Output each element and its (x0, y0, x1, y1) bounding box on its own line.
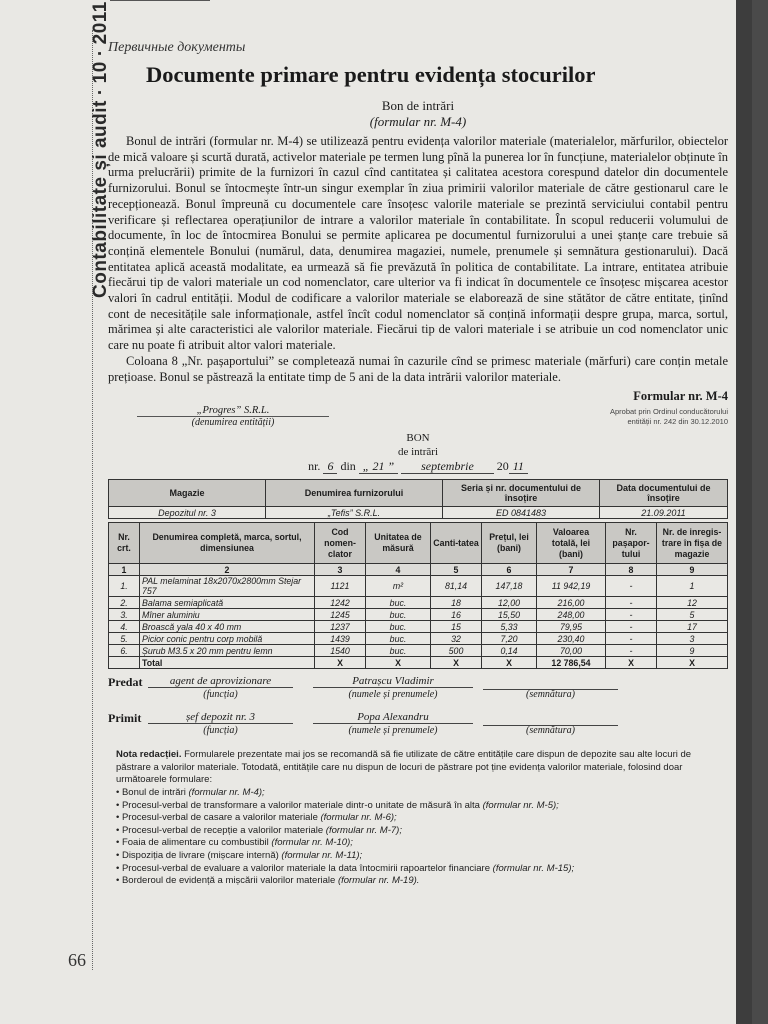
table-cell: 1237 (315, 621, 366, 633)
total-row (109, 657, 728, 669)
table-row (109, 633, 728, 645)
entity-block (108, 405, 358, 428)
list-item-text: • Borderoul de evidență a mișcării valorilor materiale (116, 875, 338, 887)
list-item-text: • Procesul-verbal de transformare a valorilor materiale dintr-o unitate de măsură în alta (116, 799, 483, 811)
bon-day: „ 21 ” (359, 459, 398, 474)
table-row (109, 576, 728, 597)
table-cell: 147,18 (482, 576, 537, 597)
signature-caption: (semnătura) (526, 689, 575, 701)
table-cell: - (606, 576, 657, 597)
col-seria: Seria și nr. documentului de însoțire (443, 480, 600, 507)
table-cell: 1245 (315, 609, 366, 621)
entity-name: „Progres” S.R.L. (137, 405, 330, 417)
table-cell: 12 (657, 597, 728, 609)
col-unitate: Unitatea de măsură (366, 523, 431, 564)
table-cell: X (482, 657, 537, 669)
approval-line-2: entității nr. 242 din 30.12.2010 (627, 417, 728, 427)
body-paragraph-2: Coloana 8 „Nr. pașaportului” se completează numai în cazurile cînd se primesc materiale (mărfuri) care conțin metale prețioase. Bonul se păstrează la entitate timp de 5 ani de la data intrării valorilor materiale. (108, 353, 728, 384)
approval-note (610, 407, 728, 427)
table-row (109, 609, 728, 621)
predat-label: Predat (108, 675, 143, 690)
index-cell: 2 (140, 564, 315, 576)
table-cell: - (606, 633, 657, 645)
col-pasaport: Nr. pașapor-tului (606, 523, 657, 564)
table-cell: 15,50 (482, 609, 537, 621)
table-cell: 1439 (315, 633, 366, 645)
year-prefix: 20 (496, 459, 509, 474)
dotted-margin-line (92, 30, 93, 970)
table-cell: 1 (657, 576, 728, 597)
table-cell: 15 (431, 621, 482, 633)
table-cell: 5. (109, 633, 140, 645)
table-cell (109, 657, 140, 669)
signature-caption: (semnătura) (526, 725, 575, 737)
col-valoare: Valoarea totală, lei (bani) (537, 523, 606, 564)
predat-signature-block (108, 675, 728, 705)
table-cell: 230,40 (537, 633, 606, 645)
col-furnizor: Denumirea furnizorului (266, 480, 443, 507)
table-cell: 7,20 (482, 633, 537, 645)
index-cell: 5 (431, 564, 482, 576)
table-cell: Total (140, 657, 315, 669)
section-label: Первичные документы (108, 40, 246, 55)
top-rule (110, 0, 210, 1)
table-cell: 11 942,19 (537, 576, 606, 597)
table-cell: 3 (657, 633, 728, 645)
primit-signature-line (483, 711, 618, 726)
list-item-text: • Procesul-verbal de recepție a valorilor materiale (116, 824, 326, 836)
index-cell: 4 (366, 564, 431, 576)
primit-label: Primit (108, 711, 142, 726)
table-cell: 12,00 (482, 597, 537, 609)
form-subtitle: Bon de intrări (381, 98, 455, 113)
table-cell: 500 (431, 645, 482, 657)
note-intro (116, 749, 728, 787)
col-cantitate: Canti-tatea (431, 523, 482, 564)
name-caption: (numele și prenumele) (348, 725, 438, 737)
editorial-note (116, 749, 728, 888)
table-cell: buc. (366, 633, 431, 645)
col-magazie: Magazie (109, 480, 266, 507)
table-cell: 248,00 (537, 609, 606, 621)
journal-year: 2011 (90, 1, 111, 45)
seria-value: ED 0841483 (443, 507, 600, 519)
list-item-form: (formular nr. M-11); (281, 850, 363, 861)
table-cell: 18 (431, 597, 482, 609)
table-cell: X (657, 657, 728, 669)
col-denumire: Denumirea completă, marca, sortul, dimensiunea (140, 523, 315, 564)
primit-name: Popa Alexandru (313, 711, 473, 724)
index-cell: 1 (109, 564, 140, 576)
separator-dot: · (90, 49, 111, 57)
article (108, 40, 728, 888)
bon-title: BON (406, 432, 430, 445)
year-suffix: 11 (509, 459, 528, 474)
primit-function: șef depozit nr. 3 (148, 711, 293, 724)
table-cell: X (431, 657, 482, 669)
list-item-text: • Procesul-verbal de casare a valorilor materiale (116, 812, 321, 824)
list-item (116, 850, 728, 863)
table-cell: Mîner aluminiu (140, 609, 315, 621)
items-table (108, 522, 728, 669)
list-item (116, 825, 728, 838)
formular-number: Formular nr. M-4 (633, 389, 728, 404)
bon-month: septembrie (401, 459, 494, 474)
table-cell: 1242 (315, 597, 366, 609)
list-item (116, 875, 728, 888)
journal-issue: 10 (90, 61, 111, 84)
document-header-table (108, 479, 728, 519)
table-cell: X (606, 657, 657, 669)
note-title: Nota redacției. (116, 749, 182, 761)
table-cell: 3. (109, 609, 140, 621)
article-title: Documente primare pentru evidența stocurilor (146, 62, 596, 87)
col-cod: Cod nomen-clator (315, 523, 366, 564)
body-paragraph-1: Bonul de intrări (formular nr. M-4) se utilizează pentru evidența valorilor materiale (materialelor, mărfurilor, obiectelor de mică valoare și scurtă durată, activelor materiale pe termen lung pînă la punerea lor în funcțiune, materialelor obținute în urma prelucrării) primite de la furnizori în cazul cînd cantitatea și calitatea acestora corespund datelor din documentele furnizorului. Bonul se întocmește într-un singur exemplar în ziua primirii valorilor materiale de către gestionarul care le recepționează. Bonul împreună cu documentele care însoțesc valorile materiale se prezintă serviciului contabil pentru verificare și reflectarea operațiunilor de intrare a valorilor materiale în contabilitate. În scopul reducerii volumului de documente, în loc de întocmirea Bonului se permite aplicarea pe documentul furnizorului a unei ștanțe care trebuie să conțină elementele Bonului (numărul, data, denumirea magaziei, numele, prenumele și semnătura gestionarului). Dacă entitatea aplică această modalitate, ea urmează să fie prevăzută în politica de contabilitate. La intrare, entitatea atribuie fiecărui tip de valori materiale un cod nomenclator, care ulterior va fi indicat în documentele ce însoțesc mișcarea acestor valori în cadrul entității. Modul de codificare a valorilor materiale se elaborează de sine stătător de către entitate, ținînd cont de necesitățile sale informaționale, astfel încît codul nomenclator să conțină informații despre grupa, marca, sortul, mărimea și alte caracteristici ale valorilor materiale. Fiecărui tip de valori materiale i se atribuie un cod nomenclator unic care nu poate fi atribuit altor valori materiale. (108, 134, 728, 353)
furnizor-value: „Tefis” S.R.L. (266, 507, 443, 519)
form-header (108, 389, 728, 431)
function-caption: (funcția) (203, 689, 238, 701)
list-item (116, 837, 728, 850)
list-item-text: • Dispoziția de livrare (mișcare internă) (116, 850, 282, 861)
list-item-form: (formular nr. M-7); (325, 824, 402, 836)
table-cell: 81,14 (431, 576, 482, 597)
list-item-text: • Bonul de intrări (116, 787, 189, 799)
table-cell: buc. (366, 645, 431, 657)
table-cell: 1540 (315, 645, 366, 657)
index-cell: 8 (606, 564, 657, 576)
predat-signature-line (483, 675, 618, 690)
list-item (116, 812, 728, 825)
list-item-form: (formular nr. M-15); (492, 862, 575, 874)
approval-line-1: Aprobat prin Ordinul conducătorului (610, 407, 728, 417)
table-cell: 5,33 (482, 621, 537, 633)
page-edge-shadow (736, 0, 752, 1024)
table-cell: 1. (109, 576, 140, 597)
bon-subtitle: de intrări (397, 446, 438, 459)
journal-title: Contabilitate și audit (90, 100, 111, 298)
table-cell: - (606, 609, 657, 621)
col-nr-crt: Nr. crt. (109, 523, 140, 564)
data-doc-value: 21.09.2011 (600, 507, 728, 519)
form-code-subtitle: (formular nr. M-4) (369, 114, 467, 129)
items-table-body (109, 564, 728, 669)
table-cell: 0,14 (482, 645, 537, 657)
table-cell: 6. (109, 645, 140, 657)
list-item-form: (formular nr. M-6); (320, 812, 397, 824)
table-row (109, 645, 728, 657)
page-number: 66 (68, 950, 86, 970)
separator-dot: · (90, 88, 111, 96)
table-cell: 5 (657, 609, 728, 621)
table-cell: 216,00 (537, 597, 606, 609)
predat-name: Patrașcu Vladimir (313, 675, 473, 688)
table-cell: X (315, 657, 366, 669)
list-item (116, 800, 728, 813)
bon-number-line (108, 459, 728, 473)
col-inregistrare: Nr. de inregis-trare în fișa de magazie (657, 523, 728, 564)
index-cell: 6 (482, 564, 537, 576)
table-cell: buc. (366, 621, 431, 633)
nr-value: 6 (323, 459, 337, 474)
table-row (109, 621, 728, 633)
list-item (116, 863, 728, 876)
note-list (116, 787, 728, 888)
table-cell: - (606, 597, 657, 609)
table-cell: Balama semiaplicată (140, 597, 315, 609)
table-cell: 12 786,54 (537, 657, 606, 669)
table-cell: Broască yala 40 x 40 mm (140, 621, 315, 633)
index-cell: 7 (537, 564, 606, 576)
journal-sidebar (58, 1, 111, 300)
list-item-form: (formular nr. M-4); (188, 787, 265, 799)
column-index-row (109, 564, 728, 576)
table-cell: 16 (431, 609, 482, 621)
list-item (116, 787, 728, 800)
table-cell: Șurub M3.5 x 20 mm pentru lemn (140, 645, 315, 657)
table-cell: buc. (366, 597, 431, 609)
col-pret: Prețul, lei (bani) (482, 523, 537, 564)
table-cell: 70,00 (537, 645, 606, 657)
primit-signature-block (108, 711, 728, 741)
list-item-text: • Procesul-verbal de evaluare a valorilor materiale la data întocmirii rapoartelor financiare (116, 862, 493, 874)
nr-label: nr. (308, 459, 321, 474)
table-cell: Picior conic pentru corp mobilă (140, 633, 315, 645)
entity-caption: (denumirea entității) (191, 417, 275, 429)
index-cell: 3 (315, 564, 366, 576)
table-cell: PAL melaminat 18x2070x2800mm Stejar 757 (140, 576, 315, 597)
table-cell: 9 (657, 645, 728, 657)
table-cell: 1121 (315, 576, 366, 597)
predat-function: agent de aprovizionare (148, 675, 293, 688)
table-cell: 4. (109, 621, 140, 633)
table-cell: 17 (657, 621, 728, 633)
list-item-form: (formular nr. M-19). (337, 875, 420, 887)
list-item-form: (formular nr. M-10); (271, 837, 353, 849)
function-caption: (funcția) (203, 725, 238, 737)
table-cell: 79,95 (537, 621, 606, 633)
table-cell: X (366, 657, 431, 669)
magazie-value: Depozitul nr. 3 (109, 507, 266, 519)
table-row (109, 597, 728, 609)
din-label: din (340, 459, 356, 474)
list-item-text: • Foaia de alimentare cu combustibil (116, 837, 272, 849)
table-cell: - (606, 621, 657, 633)
col-data-doc: Data documentului de însoțire (600, 480, 728, 507)
index-cell: 9 (657, 564, 728, 576)
list-item-form: (formular nr. M-5); (482, 799, 559, 811)
bon-heading (108, 431, 728, 473)
table-cell: - (606, 645, 657, 657)
table-cell: 2. (109, 597, 140, 609)
table-cell: m² (366, 576, 431, 597)
table-cell: 32 (431, 633, 482, 645)
note-text: Formularele prezentate mai jos se recomandă să fie utilizate de către entitățile care dispun de depozite sau alte locuri de păstrare a valorilor materiale. Totodată, entitățile care nu dispun de locuri de păstrare pot ține evidența valorilor materiale, folosind doar următoarele formulare: (116, 749, 692, 786)
name-caption: (numele și prenumele) (348, 689, 438, 701)
table-cell: buc. (366, 609, 431, 621)
